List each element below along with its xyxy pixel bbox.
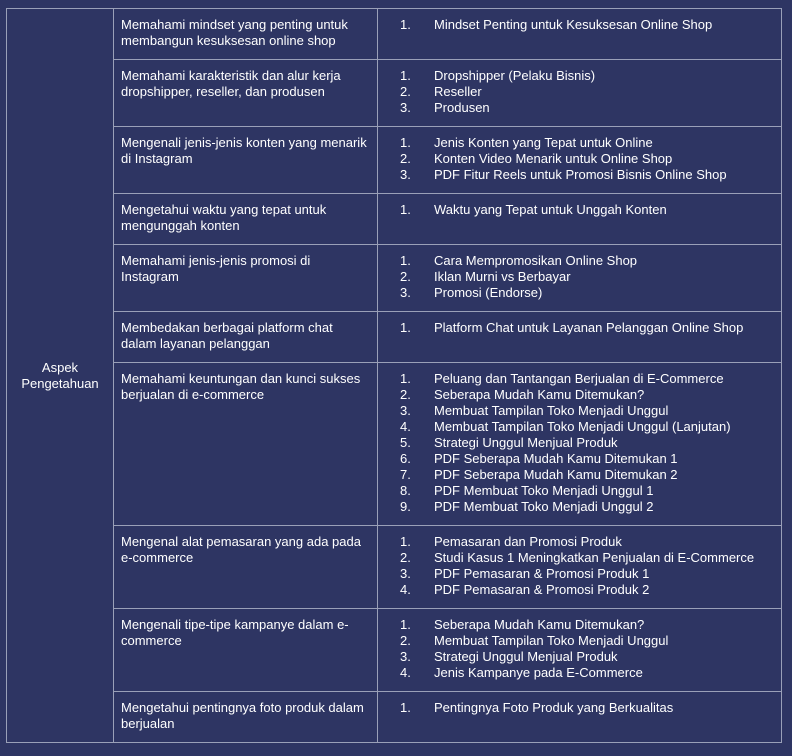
materials-cell bbox=[378, 609, 782, 692]
material-item bbox=[400, 269, 775, 285]
material-title: Iklan Murni vs Berbayar bbox=[434, 269, 571, 284]
materials-cell bbox=[378, 9, 782, 60]
material-item bbox=[400, 253, 775, 269]
table-row bbox=[7, 60, 782, 127]
table-row bbox=[7, 363, 782, 526]
material-title: Promosi (Endorse) bbox=[434, 285, 543, 300]
aspect-cell: Aspek Pengetahuan bbox=[7, 9, 114, 743]
material-title: PDF Fitur Reels untuk Promosi Bisnis Online Shop bbox=[434, 167, 727, 182]
materials-cell bbox=[378, 60, 782, 127]
table-row bbox=[7, 609, 782, 692]
material-title: Jenis Kampanye pada E-Commerce bbox=[434, 665, 643, 680]
material-number: 1. bbox=[400, 135, 411, 150]
material-number: 9. bbox=[400, 499, 411, 514]
table-row bbox=[7, 9, 782, 60]
material-item bbox=[400, 285, 775, 301]
material-title: Cara Mempromosikan Online Shop bbox=[434, 253, 638, 268]
material-item bbox=[400, 700, 775, 716]
curriculum-table bbox=[6, 8, 782, 743]
materials-cell bbox=[378, 363, 782, 526]
material-number: 7. bbox=[400, 467, 411, 482]
material-item bbox=[400, 151, 775, 167]
material-title: Pentingnya Foto Produk yang Berkualitas bbox=[434, 700, 674, 715]
material-item bbox=[400, 403, 775, 419]
material-number: 1. bbox=[400, 202, 411, 217]
objective-cell: Membedakan berbagai platform chat dalam layanan pelanggan bbox=[114, 312, 378, 363]
table-row bbox=[7, 312, 782, 363]
material-item bbox=[400, 451, 775, 467]
material-number: 6. bbox=[400, 451, 411, 466]
material-number: 8. bbox=[400, 483, 411, 498]
table-row bbox=[7, 245, 782, 312]
material-item bbox=[400, 68, 775, 84]
material-number: 3. bbox=[400, 167, 411, 182]
material-title: Platform Chat untuk Layanan Pelanggan Online Shop bbox=[434, 320, 744, 335]
material-title: Membuat Tampilan Toko Menjadi Unggul bbox=[434, 403, 669, 418]
material-title: PDF Pemasaran & Promosi Produk 1 bbox=[434, 566, 650, 581]
material-item bbox=[400, 419, 775, 435]
material-item bbox=[400, 566, 775, 582]
objective-cell: Memahami karakteristik dan alur kerja dropshipper, reseller, dan produsen bbox=[114, 60, 378, 127]
material-item bbox=[400, 387, 775, 403]
material-title: Seberapa Mudah Kamu Ditemukan? bbox=[434, 617, 645, 632]
material-item bbox=[400, 665, 775, 681]
material-number: 2. bbox=[400, 550, 411, 565]
material-item bbox=[400, 100, 775, 116]
material-title: Dropshipper (Pelaku Bisnis) bbox=[434, 68, 596, 83]
material-title: Strategi Unggul Menjual Produk bbox=[434, 435, 618, 450]
material-item bbox=[400, 649, 775, 665]
material-title: Strategi Unggul Menjual Produk bbox=[434, 649, 618, 664]
material-item bbox=[400, 467, 775, 483]
material-number: 1. bbox=[400, 534, 411, 549]
material-number: 1. bbox=[400, 253, 411, 268]
material-number: 3. bbox=[400, 566, 411, 581]
material-number: 3. bbox=[400, 403, 411, 418]
material-title: Waktu yang Tepat untuk Unggah Konten bbox=[434, 202, 667, 217]
material-title: PDF Seberapa Mudah Kamu Ditemukan 1 bbox=[434, 451, 678, 466]
material-item bbox=[400, 17, 775, 33]
material-title: Membuat Tampilan Toko Menjadi Unggul (Lanjutan) bbox=[434, 419, 731, 434]
objective-cell: Mengenal alat pemasaran yang ada pada e-commerce bbox=[114, 526, 378, 609]
material-item bbox=[400, 135, 775, 151]
material-title: Studi Kasus 1 Meningkatkan Penjualan di E-Commerce bbox=[434, 550, 755, 565]
material-number: 2. bbox=[400, 387, 411, 402]
table-row bbox=[7, 526, 782, 609]
material-title: Pemasaran dan Promosi Produk bbox=[434, 534, 622, 549]
material-title: PDF Membuat Toko Menjadi Unggul 2 bbox=[434, 499, 654, 514]
material-item bbox=[400, 483, 775, 499]
material-title: PDF Membuat Toko Menjadi Unggul 1 bbox=[434, 483, 654, 498]
materials-cell bbox=[378, 692, 782, 743]
material-number: 4. bbox=[400, 582, 411, 597]
material-item bbox=[400, 84, 775, 100]
table-row bbox=[7, 194, 782, 245]
materials-cell bbox=[378, 312, 782, 363]
materials-cell bbox=[378, 194, 782, 245]
objective-cell: Mengetahui waktu yang tepat untuk mengunggah konten bbox=[114, 194, 378, 245]
material-number: 1. bbox=[400, 68, 411, 83]
objective-cell: Mengetahui pentingnya foto produk dalam berjualan bbox=[114, 692, 378, 743]
objective-cell: Mengenali tipe-tipe kampanye dalam e-commerce bbox=[114, 609, 378, 692]
material-number: 2. bbox=[400, 151, 411, 166]
material-number: 1. bbox=[400, 371, 411, 386]
material-title: PDF Seberapa Mudah Kamu Ditemukan 2 bbox=[434, 467, 678, 482]
material-item bbox=[400, 582, 775, 598]
material-item bbox=[400, 167, 775, 183]
material-number: 3. bbox=[400, 100, 411, 115]
objective-cell: Memahami mindset yang penting untuk membangun kesuksesan online shop bbox=[114, 9, 378, 60]
material-title: Seberapa Mudah Kamu Ditemukan? bbox=[434, 387, 645, 402]
objective-cell: Memahami keuntungan dan kunci sukses berjualan di e-commerce bbox=[114, 363, 378, 526]
material-title: Produsen bbox=[434, 100, 490, 115]
material-title: Jenis Konten yang Tepat untuk Online bbox=[434, 135, 653, 150]
material-item bbox=[400, 550, 775, 566]
material-item bbox=[400, 435, 775, 451]
objective-cell: Mengenali jenis-jenis konten yang menarik di Instagram bbox=[114, 127, 378, 194]
material-number: 2. bbox=[400, 269, 411, 284]
material-number: 1. bbox=[400, 17, 411, 32]
material-title: Membuat Tampilan Toko Menjadi Unggul bbox=[434, 633, 669, 648]
table-row bbox=[7, 692, 782, 743]
material-number: 1. bbox=[400, 700, 411, 715]
material-item bbox=[400, 499, 775, 515]
table-row bbox=[7, 127, 782, 194]
material-number: 1. bbox=[400, 617, 411, 632]
material-title: PDF Pemasaran & Promosi Produk 2 bbox=[434, 582, 650, 597]
material-title: Reseller bbox=[434, 84, 482, 99]
material-number: 2. bbox=[400, 633, 411, 648]
material-title: Mindset Penting untuk Kesuksesan Online Shop bbox=[434, 17, 713, 32]
material-number: 3. bbox=[400, 649, 411, 664]
material-item bbox=[400, 617, 775, 633]
material-number: 4. bbox=[400, 419, 411, 434]
objective-cell: Memahami jenis-jenis promosi di Instagram bbox=[114, 245, 378, 312]
material-item bbox=[400, 371, 775, 387]
material-number: 4. bbox=[400, 665, 411, 680]
material-title: Konten Video Menarik untuk Online Shop bbox=[434, 151, 673, 166]
material-item bbox=[400, 633, 775, 649]
materials-cell bbox=[378, 127, 782, 194]
material-number: 3. bbox=[400, 285, 411, 300]
material-title: Peluang dan Tantangan Berjualan di E-Commerce bbox=[434, 371, 724, 386]
materials-cell bbox=[378, 245, 782, 312]
material-item bbox=[400, 202, 775, 218]
material-item bbox=[400, 320, 775, 336]
material-number: 1. bbox=[400, 320, 411, 335]
material-number: 2. bbox=[400, 84, 411, 99]
materials-cell bbox=[378, 526, 782, 609]
material-item bbox=[400, 534, 775, 550]
material-number: 5. bbox=[400, 435, 411, 450]
